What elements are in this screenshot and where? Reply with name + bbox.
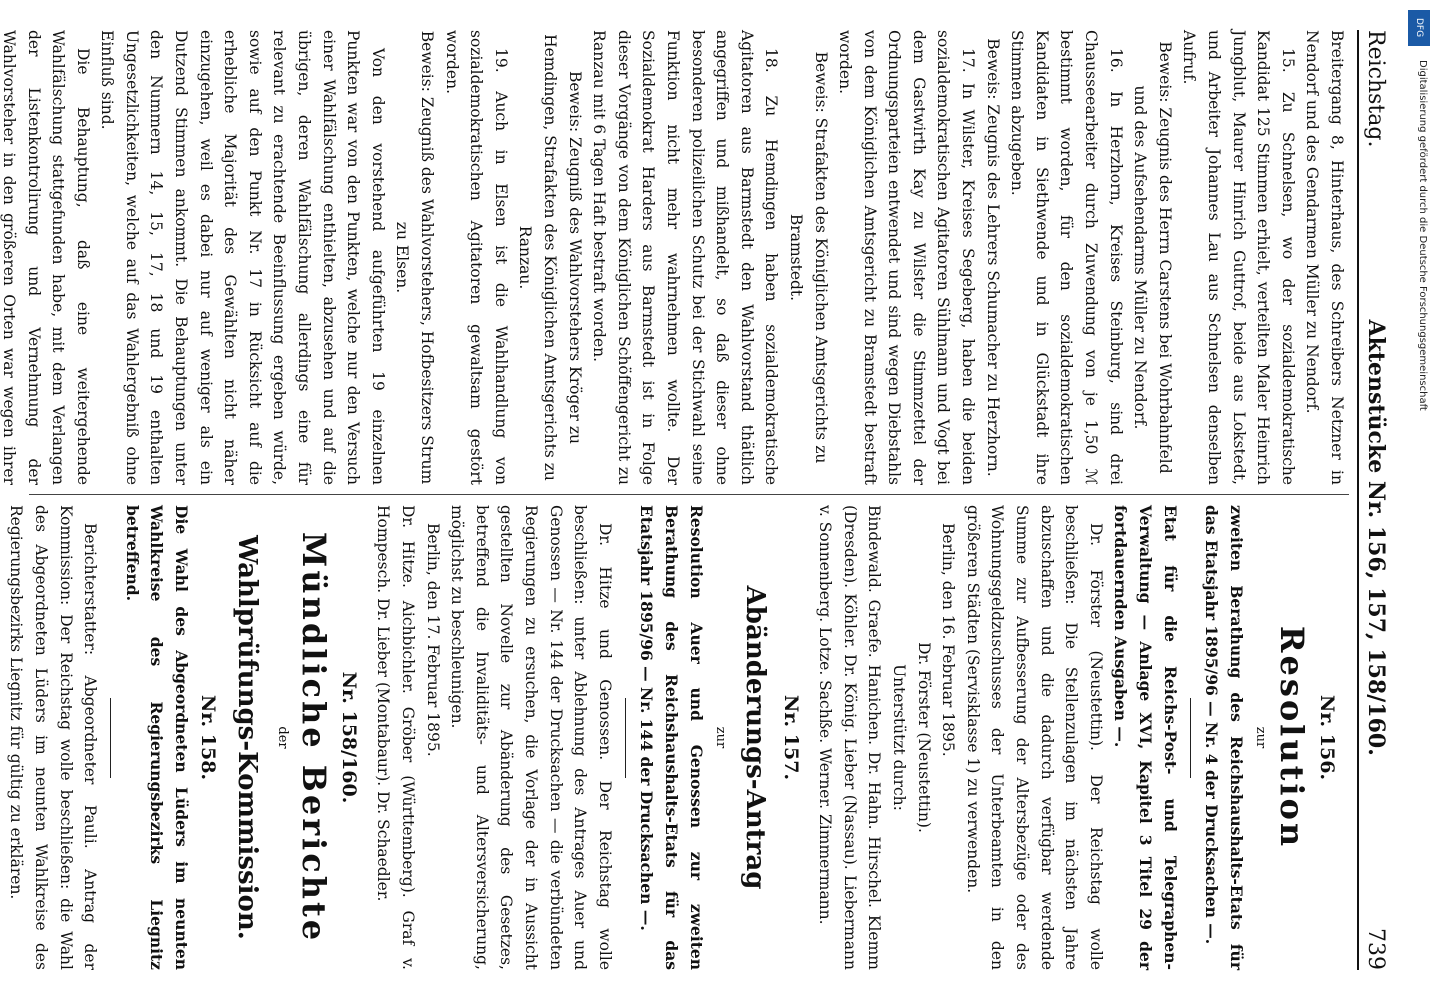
rotated-page-content [0,20,1421,980]
amendment-subtitle: Resolution Auer und Genossen zur zweiten Berathung des Reichshaushalts-Etats für das Etatsjahr 1895/96 — Nr. 144 der Drucksachen —. [637,505,706,970]
right-column [4,505,1349,970]
digitization-note: Digitalisierung gefördert durch die Deutsche Forschungsgemeinschaft [1417,60,1428,411]
left-column [0,30,1349,485]
paragraph: 19. Auch in Elsen ist die Wahlhandlung von sozialdemokratischen Agitatoren gewaltsam gestört worden. [442,30,510,485]
paragraph: Von den vorstehend aufgeführten 19 einzelnen Punkten war von den Punkten, welche nur den Versuch einer Wahlfälschung enthielten, abzusehen und auf die übrigen, deren Wahlfälschung allerdings eine für relevant zu erachtende Beeinflussung ergeben würde, sowie auf den Punkt Nr. 17 in Rücksicht auf die erhebliche Majorität des Gewählten nicht näher einzugehen, weil es dabei nur auf weniger als ein Dutzend Stimmen ankommt. Die Behauptungen unter den Nummern 14, 15, 17, 18 und 19 enthalten Ungesetzlichkeiten, welche auf das Wahlergebniß ohne Einfluß sind. [98,30,387,485]
commission-name: Wahlprüfungs-Kommission. [231,535,262,940]
page-header [1357,30,1401,970]
report-title: Die Wahl des Abgeordneten Lüders im neunten Wahlkreise des Regierungsbezirks Liegnitz betreffend. [122,505,192,970]
supporters-list: Bindewald. Graefe. Hanichen. Dr. Hahn. Hirschel. Klemm (Dresden). Köhler. Dr. König. Lieber (Nassau). Liebermann v. Sonnenberg. Lotze. Sachße. Werner. Zimmermann. [816,505,884,970]
item-number-157: Nr. 157. [779,694,802,781]
paragraph: Beweis: Strafakten des Königlichen Amtsgerichts zu Bramstedt. [786,51,830,464]
header-center: Aktenstücke Nr. 156, 157, 158/160. [1363,319,1389,756]
paragraph: 16. In Herzhorn, Kreises Steinburg, sind drei Chausseearbeiter durch Zuwendung von je 1,50 ℳ bestimmt worden, für den sozialdemokratischen Kandidaten in Siethwende und in Glückstadt ihre Stimmen abzugeben. [1008,30,1125,485]
dfg-logo: DFG [1408,10,1430,46]
paragraph: Beweis: Zeugniß des Wahlvorstehers, Hofbesitzers Strum zu Elsen. [393,30,437,485]
paragraph: Beweis: Zeugnis des Herrn Carstens bei Wohrbahnfeld und des Aufsehendarms Müller zu Nendorf. [1131,41,1174,474]
amendment-signatures: Dr. Hitze. Aichbichler. Gröber (Württemberg). Graf v. Hompesch. Dr. Lieber (Montabaur). Dr. Schaedler. [374,505,417,970]
paragraph: 15. Zu Schnelsen, wo der sozialdemokratische Kandidat 125 Stimmen erhielt, verteilten Maler Heinrich Jungblut, Maurer Hinrich Guttrof, beide aus Lokstedt, und Arbeiter Johannes Lau aus Schnelsen denselben Aufruf. [1180,30,1297,485]
item-number-158-160: Nr. 158/160. [337,671,360,804]
resolution-body: Dr. Förster (Neustettin). Der Reichstag wolle beschließen: Die Stellenzulagen im nächsten Jahre abzuschaffen und die dadurch verfügbar werdende Summe zur Aufbesserung der Altersbezüge oder des Wohnungsgeldzuschusses der Unterbeamten in den größeren Städten (Servisklasse 1) zu verwenden. [963,505,1105,970]
der-label: der [275,726,291,749]
etat-title: Etat für die Reichs-Post- und Telegraphen-Verwaltung — Anlage XVI, Kapitel 3 Titel 29 der fortdauernden Ausgaben —. [1111,505,1180,970]
column-divider [29,494,1349,495]
reports-heading: Mündliche Berichte [295,531,334,944]
page-number: 739 [1363,927,1388,970]
header-left: Reichstag. [1363,30,1388,148]
report-body: Berichterstatter: Abgeordneter Pauli. Antrag der Kommission: Der Reichstag wolle beschließen: die Wahl des Abgeordneten Lüders im neunten Wahlkreise des Regierungsbezirks Liegnitz für gültig zu erklären. [7,505,100,970]
paragraph: 17. In Wilster, Kreises Segeberg, haben die beiden sozialdemokratischen Agitatoren Sühlmann und Vogt bei dem Gastwirth Kay zu Wilster die Stimmzettel der Ordnungsparteien entwendet und sind wegen Diebstahls von dem Königlichen Amtsgericht zu Bramstedt bestraft worden. [836,30,978,485]
paragraph: Beweis: Zeugniß des Wahlvorstehers Kröger zu Hemdingen, Strafakten des Königlichen Amtsgerichts zu Ranzau. [516,34,584,481]
supported-by-label: Unterstützt durch: [890,664,909,811]
resolution-heading: Resolution [1273,625,1312,850]
paragraph: Beweis: Zeugnis des Lehrers Schumacher zu Herzhorn. [983,38,1002,477]
paragraph: 18. Zu Hemdingen haben sozialdemokratische Agitatoren aus Barmstedt den Wahlvorstand thätlich angegriffen und mißhandelt, so daß dieser ohne besonderen polizeilichen Schutz bei der Stichwahl seine Funktion nicht mehr wahrnehmen wollte. Der Sozialdemokrat Harders aus Barmstedt ist in Folge dieser Vorgänge von dem Königlichen Schöffengericht zu Ranzau mit 6 Tagen Haft bestraft worden. [590,30,781,485]
zur-label: zur [1253,726,1269,749]
resolution-subtitle: zweiten Berathung des Reichshaushalts-Etats für das Etatsjahr 1895/96 — Nr. 4 der Drucksachen —. [1202,505,1246,970]
amendment-date: Berlin, den 17. Februar 1895. [423,523,442,757]
separator [1190,698,1191,778]
resolution-date: Berlin, den 16. Februar 1895. [939,523,958,757]
amendment-body: Dr. Hitze und Genossen. Der Reichstag wolle beschließen: unter Ablehnung des Antrages Auer und Genossen — Nr. 144 der Drucksachen — die verbündeten Regierungen zu ersuchen, die Vorlage der in Aussicht gestellten Novelle zur Abänderung des Gesetzes, betreffend die Invaliditäts- und Altersversicherung, möglichst zu beschleunigen. [448,505,614,970]
zur-label: zur [713,726,729,749]
paragraph: Die Behauptung, daß eine weitergehende Wahlfälschung stattgefunden habe, mit dem Verlangen der Listenkontrolirung und Vernehmung der Wahlvorsteher in den größeren Orten war wegen ihrer [0,30,92,485]
item-number-158: Nr. 158. [196,694,219,781]
paragraph: Breitergang 8, Hinterhaus, des Schreibers Netzner in Nendorf und des Gendarmen Müller zu Nendorf. [1303,30,1346,485]
item-number-156: Nr. 156. [1316,694,1338,781]
separator [110,698,111,778]
separator [625,698,626,778]
amendment-heading: Abänderungs-Antrag [740,585,771,890]
resolution-signature: Dr. Förster (Neustettin). [914,642,933,833]
